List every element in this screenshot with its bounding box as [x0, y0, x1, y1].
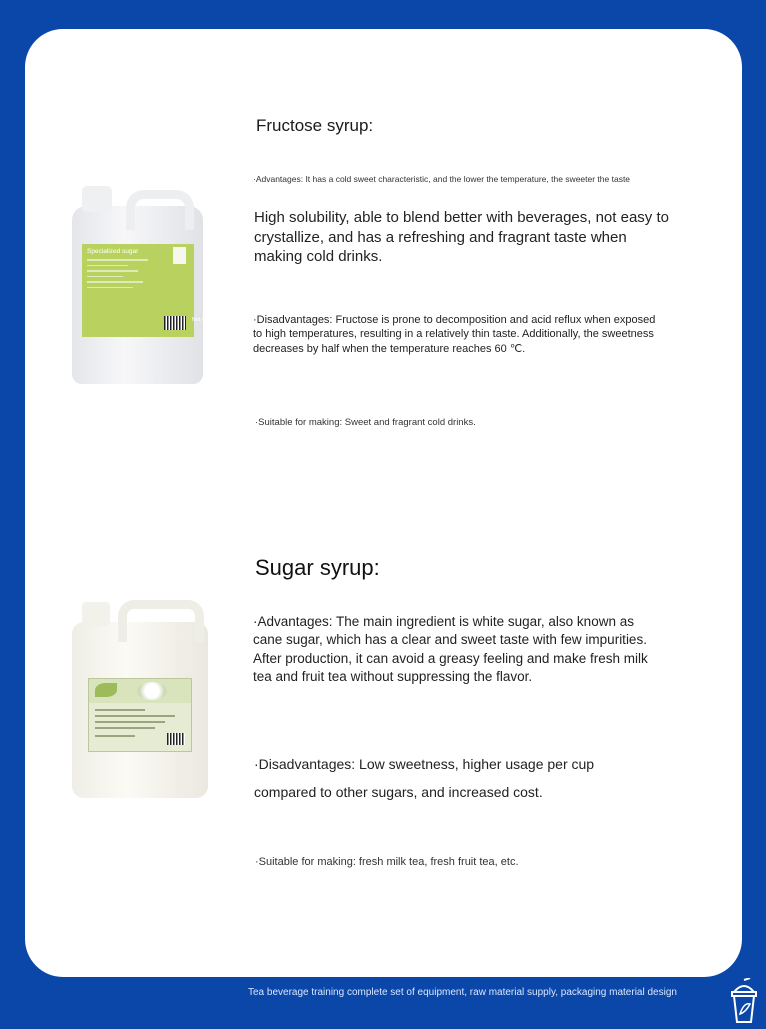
content-card — [25, 29, 742, 977]
sugar-disadvantages: ·Disadvantages: Low sweetness, higher usage per cup compared to other sugars, and increased cost. — [254, 756, 595, 800]
fructose-advantage-note: ·Advantages: It has a cold sweet characteristic, and the lower the temperature, the sweeter the taste — [253, 174, 631, 184]
fructose-title: Fructose syrup: — [256, 116, 374, 135]
product-label — [88, 678, 192, 752]
footer-text: Tea beverage training complete set of equipment, raw material supply, packaging material design — [248, 987, 677, 998]
fructose-advantage-detail: High solubility, able to blend better with beverages, not easy to crystallize, and has a refreshing and fragrant taste when making cold drinks. — [254, 209, 669, 265]
product-label-title: Specialized sugar — [87, 248, 139, 255]
sugar-syrup-jug-image — [72, 600, 208, 798]
sugar-suitable: ·Suitable for making: fresh milk tea, fresh fruit tea, etc. — [255, 856, 519, 868]
fructose-disadvantages: ·Disadvantages: Fructose is prone to decomposition and acid reflux when exposed to high temperatures, resulting in a relatively thin taste. Additionally, the sweetness decreases by half when the temperature reaches 60 ℃. — [253, 314, 656, 355]
fructose-syrup-jug-image — [70, 186, 220, 386]
net-content-label: Net content — [191, 317, 220, 323]
sugar-title: Sugar syrup: — [255, 555, 380, 580]
sugar-advantages: ·Advantages: The main ingredient is white sugar, also known as cane sugar, which has a clear and sweet taste with few impurities. After production, it can avoid a greasy feeling and make fresh milk tea and fruit tea without suppressing the flavor. — [253, 614, 648, 685]
barcode — [167, 733, 185, 745]
barcode — [164, 316, 186, 330]
product-label — [82, 244, 220, 337]
bubble-tea-cup-icon — [728, 978, 760, 1024]
fructose-suitable: ·Suitable for making: Sweet and fragrant cold drinks. — [255, 417, 476, 428]
